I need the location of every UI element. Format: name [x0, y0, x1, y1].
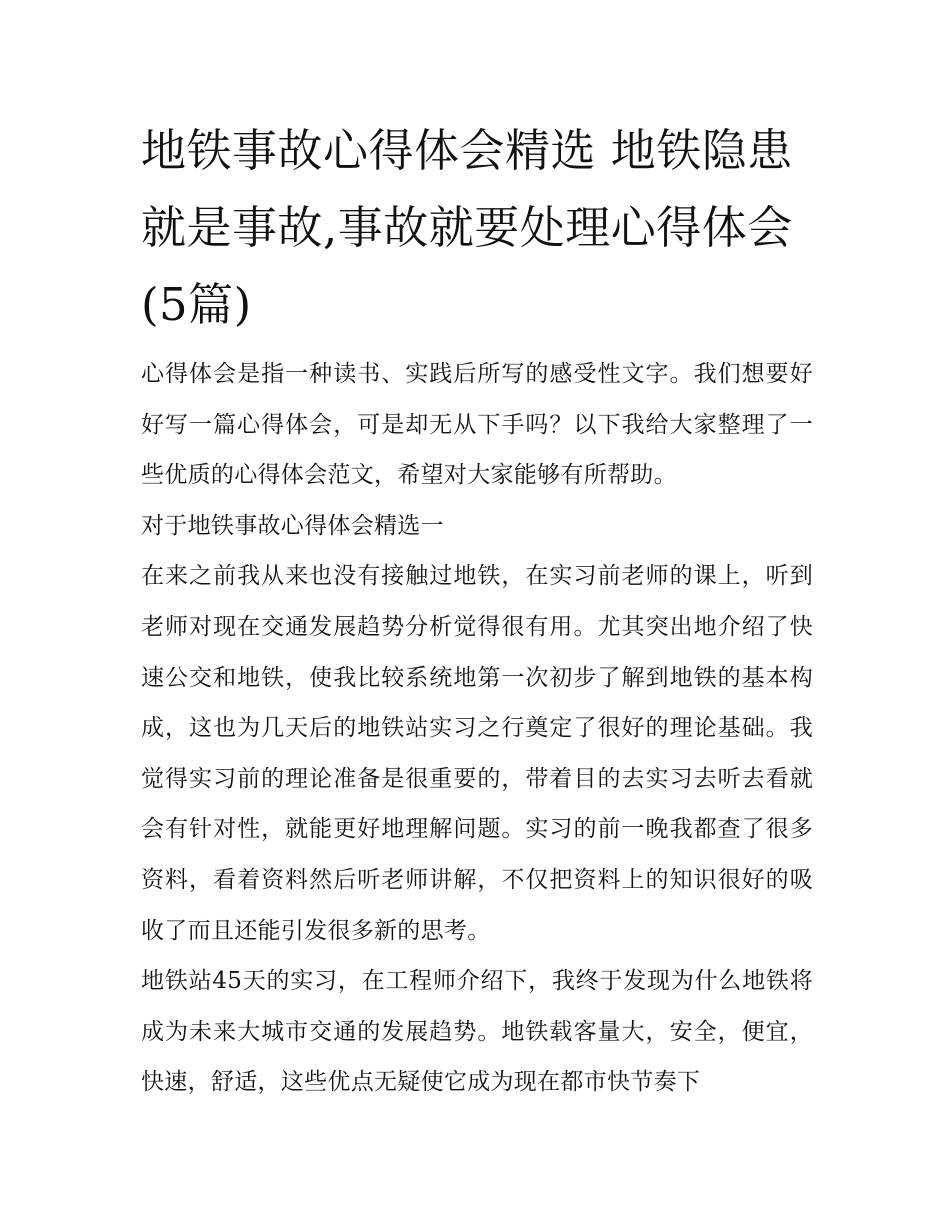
intro-paragraph: 心得体会是指一种读书、实践后所写的感受性文字。我们想要好好写一篇心得体会，可是却无从下手吗？以下我给大家整理了一些优质的心得体会范文，希望对大家能够有所帮助。 — [141, 361, 813, 489]
document-page — [141, 112, 813, 1108]
document-body — [141, 349, 813, 1108]
body-paragraph: 在来之前我从来也没有接触过地铁，在实习前老师的课上，听到老师对现在交通发展趋势分析觉得很有用。尤其突出地介绍了快速公交和地铁，使我比较系统地第一次初步了解到地铁的基本构成，这也为几天后的地铁站实习之行奠定了很好的理论基础。我觉得实习前的理论准备是很重要的，带着目的去实习去听去看就会有针对性，就能更好地理解问题。实习的前一晚我都查了很多资料，看着资料然后听老师讲解，不仅把资料上的知识很好的吸收了而且还能引发很多新的思考。 — [141, 563, 813, 944]
body-paragraph: 地铁站45天的实习，在工程师介绍下，我终于发现为什么地铁将成为未来大城市交通的发展趋势。地铁载客量大，安全，便宜，快速，舒适，这些优点无疑使它成为现在都市快节奏下 — [141, 968, 813, 1096]
document-title: 地铁事故心得体会精选 地铁隐患就是事故,事故就要处理心得体会(5篇) — [141, 124, 793, 331]
section-heading: 对于地铁事故心得体会精选一 — [141, 512, 444, 539]
